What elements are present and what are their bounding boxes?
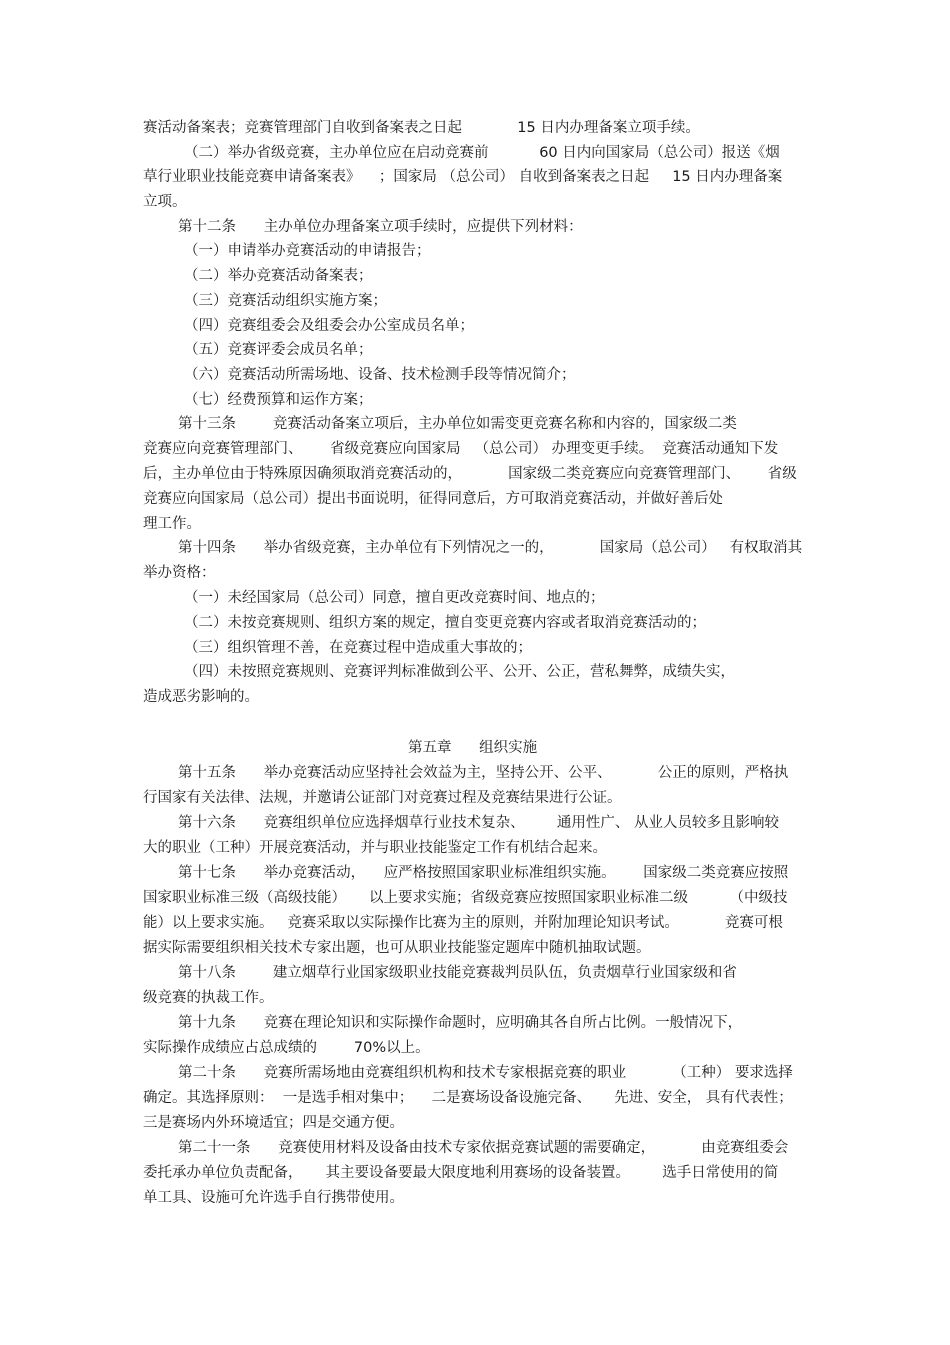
chapter-heading: 第五章 组织实施 bbox=[408, 740, 538, 756]
list-item: （四）未按照竞赛规则、竞赛评判标准做到公平、公开、公正，营私舞弊，成绩失实， bbox=[184, 664, 735, 680]
text-line: 级竞赛的执裁工作。 bbox=[143, 990, 274, 1006]
text-line: 草行业职业技能竞赛申请备案表》 ；国家局 （总公司） 自收到备案表之日起 15 日内办理备案 bbox=[143, 169, 783, 185]
text-line: 理工作。 bbox=[143, 516, 201, 532]
article-heading: 第十八条 建立烟草行业国家级职业技能竞赛裁判员队伍，负责烟草行业国家级和省 bbox=[178, 965, 737, 981]
list-item: （二）未按竞赛规则、组织方案的规定，擅自变更竞赛内容或者取消竞赛活动的； bbox=[184, 615, 706, 631]
list-item: （五）竞赛评委会成员名单； bbox=[184, 342, 373, 358]
text-line: 据实际需要组织相关技术专家出题，也可从职业技能鉴定题库中随机抽取试题。 bbox=[143, 940, 651, 956]
text-line: 行国家有关法律、法规，并邀请公证部门对竞赛过程及竞赛结果进行公证。 bbox=[143, 790, 622, 806]
text-line: 大的职业（工种）开展竞赛活动，并与职业技能鉴定工作有机结合起来。 bbox=[143, 840, 607, 856]
text-line: 实际操作成绩应占总成绩的 70%以上。 bbox=[143, 1040, 430, 1056]
list-item: （二）举办竞赛活动备案表； bbox=[184, 268, 373, 284]
list-item: （四）竞赛组委会及组委会办公室成员名单； bbox=[184, 318, 474, 334]
text-line: 国家职业标准三级（高级技能） 以上要求实施；省级竞赛应按照国家职业标准二级 （中级技 bbox=[143, 890, 788, 906]
list-item: （一）未经国家局（总公司）同意，擅自更改竞赛时间、地点的； bbox=[184, 590, 605, 606]
list-item: （三）组织管理不善，在竞赛过程中造成重大事故的； bbox=[184, 640, 532, 656]
article-heading: 第十七条 举办竞赛活动， 应严格按照国家职业标准组织实施。 国家级二类竞赛应按照 bbox=[178, 865, 789, 881]
text-line: 造成恶劣影响的。 bbox=[143, 689, 259, 705]
article-heading: 第十四条 举办省级竞赛，主办单位有下列情况之一的， 国家局（总公司） 有权取消其 bbox=[178, 540, 803, 556]
list-item: （一）申请举办竞赛活动的申请报告； bbox=[184, 243, 431, 259]
text-line: 赛活动备案表；竞赛管理部门自收到备案表之日起 15 日内办理备案立项手续。 bbox=[143, 120, 700, 136]
text-line: 能）以上要求实施。 竞赛采取以实际操作比赛为主的原则，并附加理论知识考试。 竞赛可根 bbox=[143, 915, 783, 931]
article-heading: 第二十一条 竞赛使用材料及设备由技术专家依据竞赛试题的需要确定， 由竞赛组委会 bbox=[178, 1140, 789, 1156]
text-line: 竞赛应向竞赛管理部门、 省级竞赛应向国家局 （总公司） 办理变更手续。 竞赛活动通知下发 bbox=[143, 441, 779, 457]
text-line: 后，主办单位由于特殊原因确须取消竞赛活动的， 国家级二类竞赛应向竞赛管理部门、 省级 bbox=[143, 466, 797, 482]
text-line: 单工具、设施可允许选手自行携带使用。 bbox=[143, 1190, 404, 1206]
text-line: 竞赛应向国家局（总公司）提出书面说明，征得同意后，方可取消竞赛活动，并做好善后处 bbox=[143, 491, 723, 507]
text-line: （二）举办省级竞赛，主办单位应在启动竞赛前 60 日内向国家局（总公司）报送《烟 bbox=[184, 145, 780, 161]
text-line: 举办资格： bbox=[143, 565, 216, 581]
article-heading: 第十三条 竞赛活动备案立项后，主办单位如需变更竞赛名称和内容的，国家级二类 bbox=[178, 416, 737, 432]
article-heading: 第十六条 竞赛组织单位应选择烟草行业技术复杂、 通用性广、 从业人员较多且影响较 bbox=[178, 815, 780, 831]
article-heading: 第十五条 举办竞赛活动应坚持社会效益为主，坚持公开、公平、 公正的原则，严格执 bbox=[178, 765, 789, 781]
list-item: （七）经费预算和运作方案； bbox=[184, 392, 373, 408]
article-heading: 第二十条 竞赛所需场地由竞赛组织机构和技术专家根据竞赛的职业 （工种） 要求选择 bbox=[178, 1065, 793, 1081]
list-item: （六）竞赛活动所需场地、设备、技术检测手段等情况简介； bbox=[184, 367, 576, 383]
text-line: 立项。 bbox=[143, 194, 187, 210]
article-heading: 第十二条 主办单位办理备案立项手续时，应提供下列材料： bbox=[178, 219, 583, 235]
text-line: 三是赛场内外环境适宜；四是交通方便。 bbox=[143, 1115, 404, 1131]
list-item: （三）竞赛活动组织实施方案； bbox=[184, 293, 387, 309]
text-line: 委托承办单位负责配备， 其主要设备要最大限度地利用赛场的设备装置。 选手日常使用的简 bbox=[143, 1165, 779, 1181]
text-line: 确定。其选择原则： 一是选手相对集中； 二是赛场设备设施完备、 先进、安全， 具有代表性； bbox=[143, 1090, 793, 1106]
article-heading: 第十九条 竞赛在理论知识和实际操作命题时，应明确其各自所占比例。一般情况下， bbox=[178, 1015, 743, 1031]
